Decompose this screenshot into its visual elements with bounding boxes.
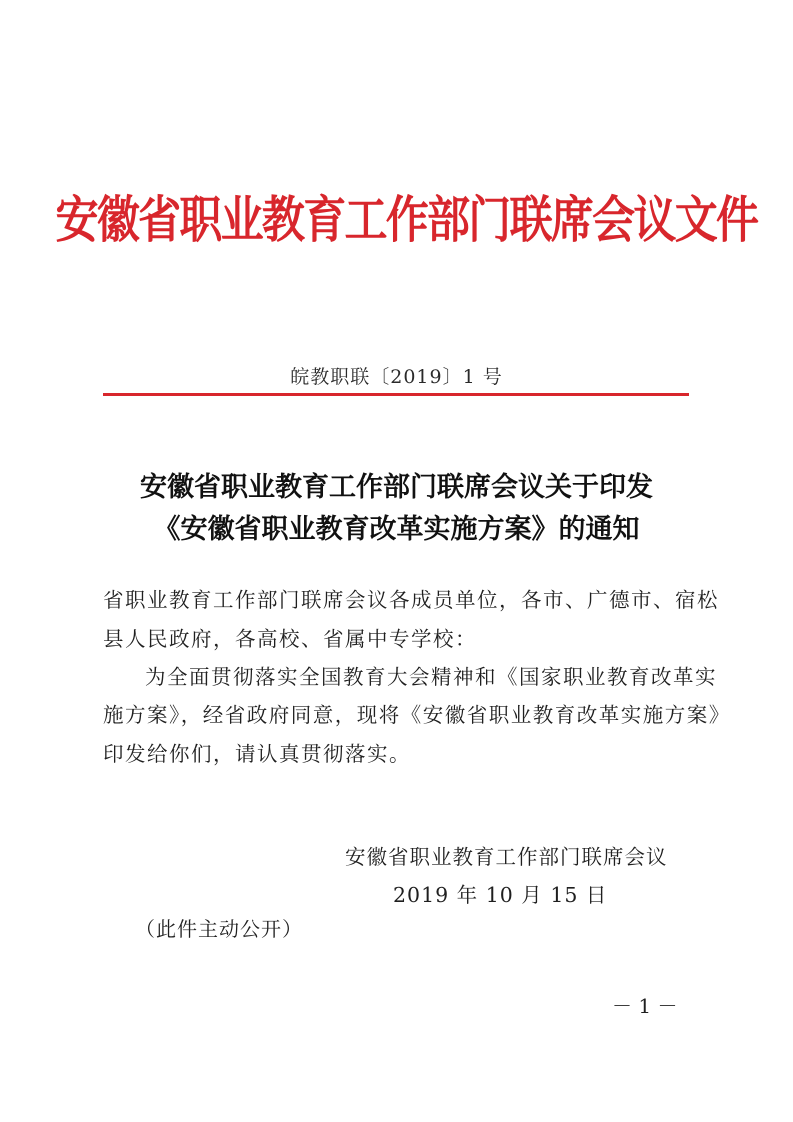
notice-title-line-2: 《安徽省职业教育改革实施方案》的通知 <box>153 514 640 545</box>
body-line-paragraph-1: 为全面贯彻落实全国教育大会精神和《国家职业教育改革实 <box>145 665 717 689</box>
signature-organization: 安徽省职业教育工作部门联席会议 <box>345 845 668 869</box>
body-line-paragraph-2: 施方案》，经省政府同意，现将《安徽省职业教育改革实施方案》 <box>103 703 731 727</box>
disclosure-note: （此件主动公开） <box>135 917 303 941</box>
notice-title-line-1: 安徽省职业教育工作部门联席会议关于印发 <box>140 472 653 503</box>
body-line-paragraph-3: 印发给你们，请认真贯彻落实。 <box>103 742 411 766</box>
body-line-addressees-1: 省职业教育工作部门联席会议各成员单位，各市、广德市、宿松 <box>103 588 719 612</box>
red-divider-line <box>103 393 689 396</box>
page-number: － 1 － <box>612 994 678 1018</box>
signature-date: 2019 年 10 月 15 日 <box>393 883 608 907</box>
body-line-addressees-2: 县人民政府，各高校、省属中专学校： <box>103 627 477 651</box>
document-number: 皖教职联〔2019〕1 号 <box>290 366 503 388</box>
issuer-header-title: 安徽省职业教育工作部门联席会议文件 <box>55 190 758 249</box>
